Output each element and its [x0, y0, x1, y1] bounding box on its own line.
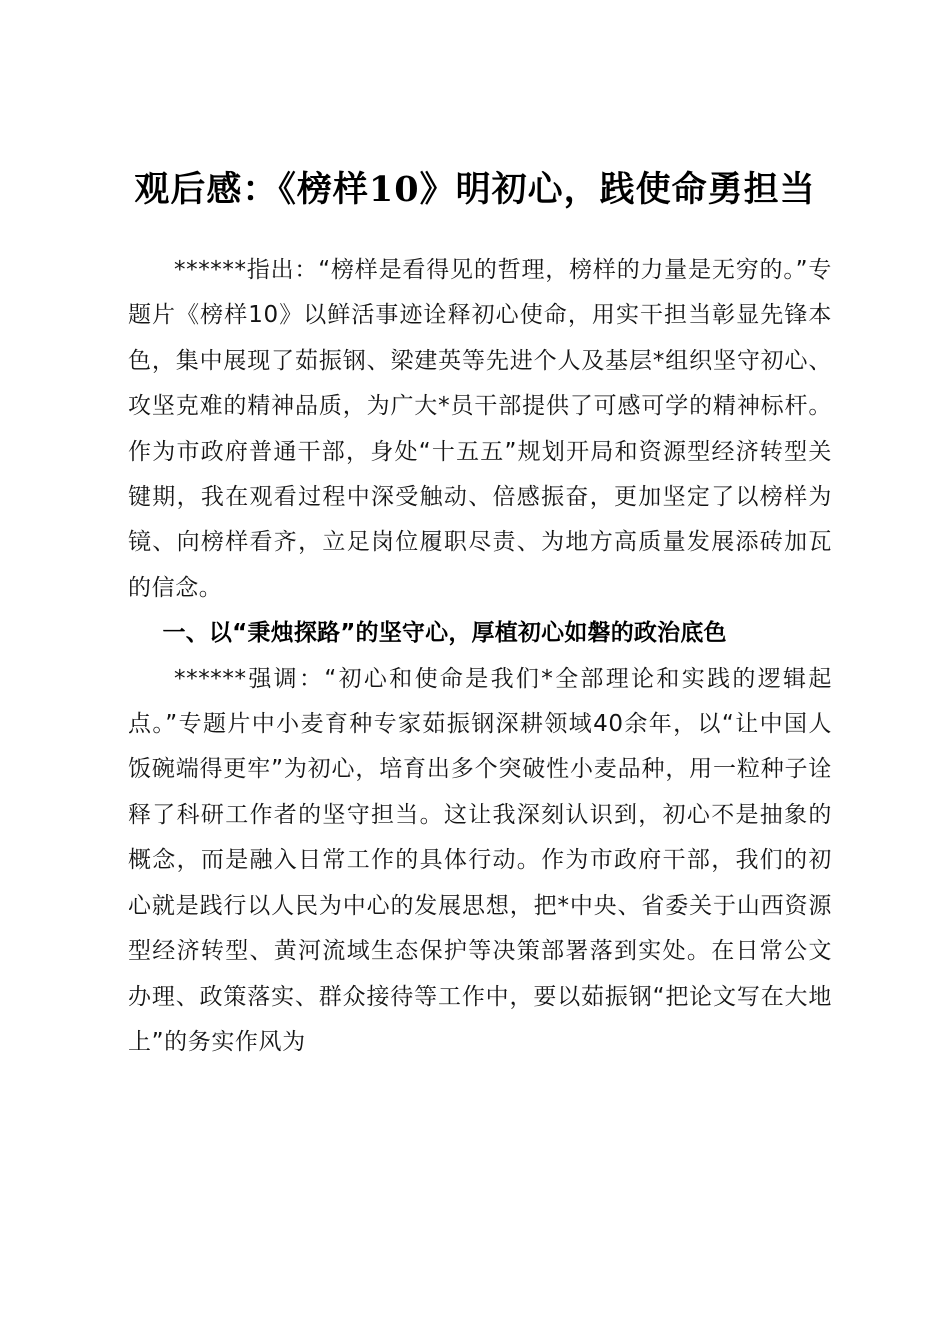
intro-paragraph: ******指出：“榜样是看得见的哲理，榜样的力量是无穷的。”专题片《榜样10》以鲜活事迹诠释初心使命，用实干担当彰显先锋本色，集中展现了茹振钢、梁建英等先进个人及基层*组织坚守初心、攻坚克难的精神品质，为广大*员干部提供了可感可学的精神标杆。作为市政府普通干部，身处“十五五”规划开局和资源型经济转型关键期，我在观看过程中深受触动、倍感振奋，更加坚定了以榜样为镜、向榜样看齐，立足岗位履职尽责、为地方高质量发展添砖加瓦的信念。: [128, 257, 832, 601]
section-heading: 一、以“秉烛探路”的坚守心，厚植初心如磐的政治底色: [162, 620, 727, 647]
section-paragraph: ******强调：“初心和使命是我们*全部理论和实践的逻辑起点。”专题片中小麦育种专家茹振钢深耕领域40余年，以“让中国人饭碗端得更牢”为初心，培育出多个突破性小麦品种，用一粒种子诠释了科研工作者的坚守担当。这让我深刻认识到，初心不是抽象的概念，而是融入日常工作的具体行动。作为市政府干部，我们的初心就是践行以人民为中心的发展思想，把*中央、省委关于山西资源型经济转型、黄河流域生态保护等决策部署落到实处。在日常公文办理、政策落实、群众接待等工作中，要以茹振钢“把论文写在大地上”的务实作风为: [128, 665, 832, 1055]
document-body: [128, 248, 832, 1065]
document-title: 观后感：《榜样10》明初心，践使命勇担当: [134, 169, 816, 210]
